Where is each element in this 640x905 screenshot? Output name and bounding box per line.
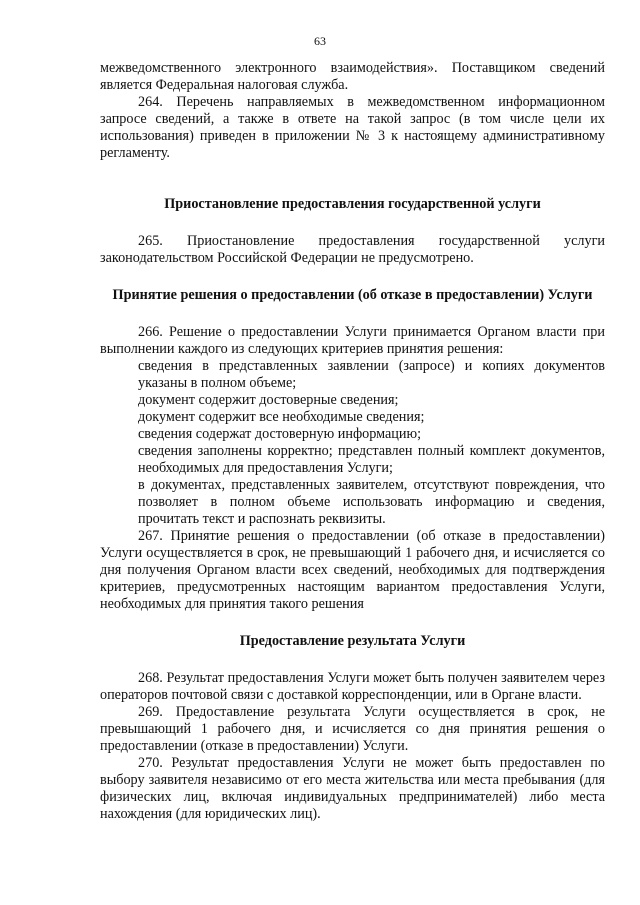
section-heading-decision: Принятие решения о предоставлении (об отказе в предоставлении) Услуги [112, 287, 593, 303]
paragraph-continuation: межведомственного электронного взаимодействия». Поставщиком сведений является Федеральная налоговая служба. [100, 60, 605, 93]
criteria-item: документ содержит все необходимые сведения; [138, 409, 425, 425]
paragraph-264: 264. Перечень направляемых в межведомственном информационном запросе сведений, а также в ответе на такой запрос (в том числе цели их использования) приведен в приложении № 3 к настоящему административному регламенту. [100, 94, 605, 161]
paragraph-270: 270. Результат предоставления Услуги не может быть предоставлен по выбору заявителя независимо от его места жительства или места пребывания (для физических лиц, включая индивидуальных предпринимателей) либо места нахождения (для юридических лиц). [100, 755, 605, 822]
criteria-item: сведения содержат достоверную информацию; [138, 426, 422, 442]
criteria-item: сведения заполнены корректно; представлен полный комплект документов, необходимых для предоставления Услуги; [138, 443, 605, 476]
paragraph-265: 265. Приостановление предоставления государственной услуги законодательством Российской Федерации не предусмотрено. [100, 233, 605, 266]
paragraph-266: 266. Решение о предоставлении Услуги принимается Органом власти при выполнении каждого из следующих критериев принятия решения: [100, 324, 605, 357]
page-number: 63 [314, 34, 326, 48]
paragraph-267: 267. Принятие решения о предоставлении (об отказе в предоставлении) Услуги осуществляется в срок, не превышающий 1 рабочего дня, и исчисляется со дня получения Органом власти всех сведений, необходимых для подтверждения критериев, предусмотренных настоящим вариантом предоставления Услуги, необходимых для принятия такого решения [100, 528, 605, 612]
section-heading-suspension: Приостановление предоставления государственной услуги [164, 196, 541, 212]
criteria-item: сведения в представленных заявлении (запросе) и копиях документов указаны в полном объеме; [138, 358, 605, 391]
section-heading-result: Предоставление результата Услуги [239, 633, 466, 649]
paragraph-268: 268. Результат предоставления Услуги может быть получен заявителем через операторов почтовой связи с доставкой корреспонденции, или в Органе власти. [100, 670, 605, 703]
document-body [100, 60, 605, 823]
criteria-item: в документах, представленных заявителем, отсутствуют повреждения, что позволяет в полном объеме использовать информацию и сведения, прочитать текст и распознать реквизиты. [138, 477, 605, 527]
criteria-item: документ содержит достоверные сведения; [138, 392, 399, 408]
paragraph-269: 269. Предоставление результата Услуги осуществляется в срок, не превышающий 1 рабочего дня, и исчисляется со дня принятия решения о предоставлении (отказе в предоставлении) Услуги. [100, 704, 605, 754]
